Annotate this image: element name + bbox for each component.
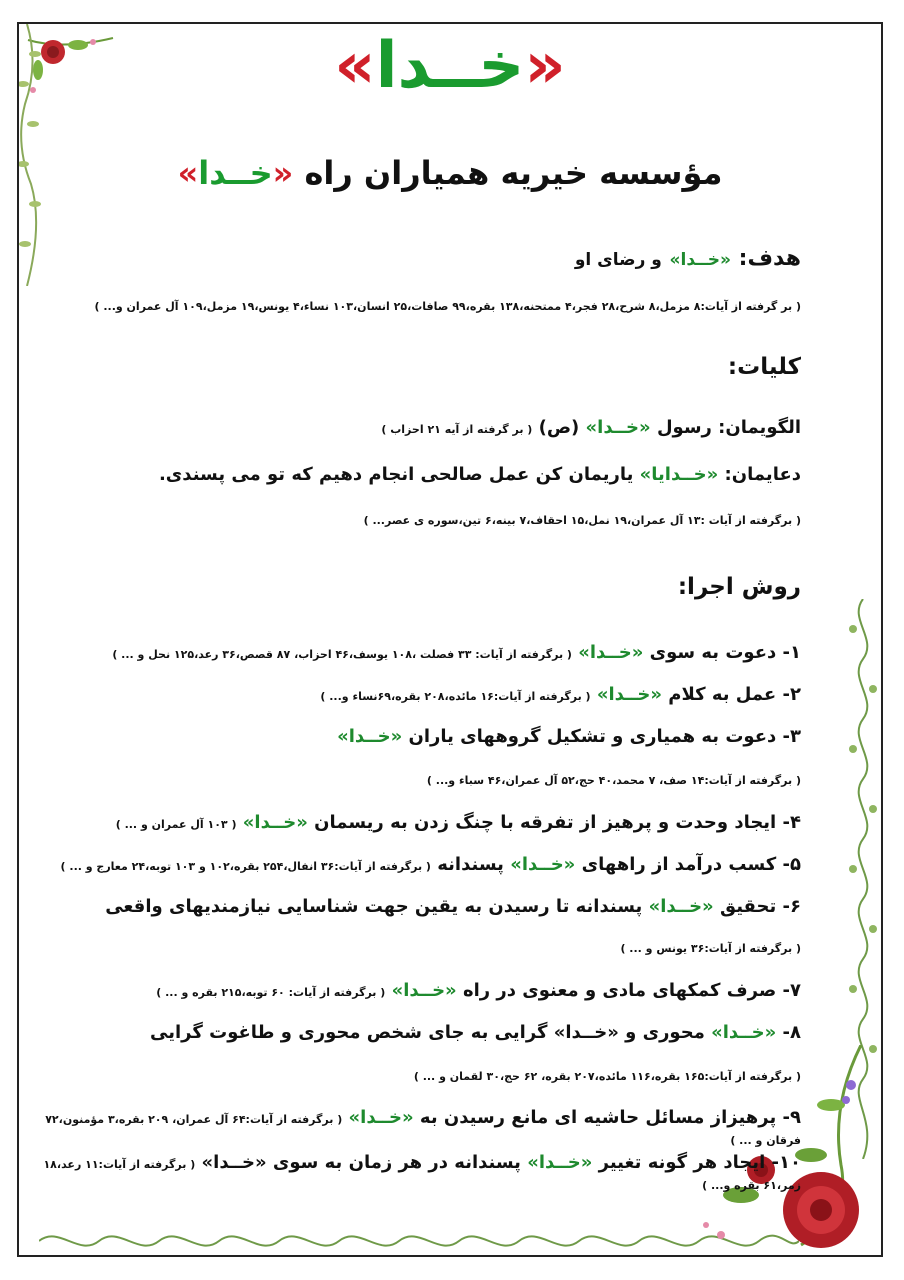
org-close-quote: » <box>177 154 199 192</box>
item-text: عمل به کلام <box>668 684 777 705</box>
model-rest: (ص) <box>538 417 580 438</box>
item-word: «خــدا» <box>348 1107 414 1128</box>
item-text-after: پسندانه <box>437 854 504 875</box>
goal-label: هدف: <box>738 246 801 271</box>
item-text: کسب درآمد از راههای <box>581 854 777 875</box>
logo-open-quote: « <box>524 29 566 103</box>
logo-close-quote: » <box>334 29 376 103</box>
method-item <box>39 1022 801 1043</box>
item-word: «خــدا» <box>648 896 714 917</box>
item-word: «خــدا» <box>337 726 403 747</box>
item-ref: ( برگرفته از آیات:۱۶۵ بقره،۱۱۶ مائده،۲۰۷ بقره، ۶۲ حج،۳۰ لقمان و ... ) <box>413 1070 801 1083</box>
org-text: مؤسسه خیریه همیاران راه <box>304 154 723 192</box>
prayer-line <box>39 464 801 485</box>
item-number: ۱- <box>782 642 801 663</box>
item-number: ۷- <box>782 980 801 1001</box>
prayer-rest: یاریمان کن عمل صالحی انجام دهیم که تو می پسندی. <box>158 464 634 485</box>
item-number: ۴- <box>782 812 801 833</box>
model-line <box>39 417 801 438</box>
goal-rest: و رضای او <box>574 250 662 270</box>
item-text: دعوت به سوی <box>649 642 777 663</box>
org-word: خــدا <box>198 154 273 192</box>
model-word: «خــدا» <box>585 417 651 438</box>
method-item <box>39 1152 801 1194</box>
organization-name <box>19 154 881 192</box>
method-item <box>39 854 801 875</box>
item-word: «خــدا» <box>391 980 457 1001</box>
item-ref: ( برگرفته از آیات:۳۶ یونس و ... ) <box>620 942 801 955</box>
item-word: «خــدا» <box>596 684 662 705</box>
item-number: ۶- <box>782 896 801 917</box>
poster-page <box>17 22 883 1257</box>
goal-line <box>39 246 801 271</box>
item-ref: ( برگرفته از آیات:۱۶ مائده،۲۰۸ بقره،۶۹نساء و... ) <box>320 690 591 703</box>
method-item <box>39 980 801 1001</box>
item-text-after: پسندانه در هر زمان به سوی «خــدا» <box>201 1152 521 1173</box>
item-text: ایجاد وحدت و پرهیز از تفرقه با چنگ زدن به ریسمان <box>314 812 777 833</box>
item-number: ۵- <box>782 854 801 875</box>
item-word: «خــدا» <box>242 812 308 833</box>
method-title: روش اجرا: <box>677 574 801 600</box>
item-text: پرهیزاز مسائل حاشیه ای مانع رسیدن به <box>419 1107 777 1128</box>
item-text-after: محوری و «خــدا» گرایی به جای شخص محوری و طاغوت گرایی <box>150 1022 705 1043</box>
prayer-ref: ( برگرفته از آیات :۱۳ آل عمران،۱۹ نمل،۱۵ احقاف،۷ بینه،۶ تین،سوره ی عصر... ) <box>363 514 801 527</box>
item-word: «خــدا» <box>527 1152 593 1173</box>
item-ref: ( ۱۰۳ آل عمران و ... ) <box>115 818 237 831</box>
item-word: «خــدا» <box>578 642 644 663</box>
item-text: ایجاد هر گونه تغییر <box>598 1152 766 1173</box>
item-number: ۸- <box>782 1022 801 1043</box>
model-ref: ( بر گرفته از آیه ۲۱ احزاب ) <box>381 423 533 436</box>
model-label: الگویمان: رسول <box>656 417 801 438</box>
item-number: ۹- <box>782 1107 801 1128</box>
item-number: ۲- <box>782 684 801 705</box>
method-item <box>39 684 801 705</box>
item-text-after: پسندانه تا رسیدن به یقین جهت شناسایی نیازمندیهای واقعی <box>105 896 643 917</box>
prayer-label: دعایمان: <box>724 464 801 485</box>
logo-title <box>19 29 881 103</box>
item-number: ۱۰- <box>771 1152 801 1173</box>
item-ref: ( برگرفته از آیات:۱۴ صف، ۷ محمد،۴۰ حج،۵۲ آل عمران،۴۶ سباء و... ) <box>426 774 801 787</box>
item-ref: ( برگرفته از آیات: ۶۰ توبه،۲۱۵ بقره و ... ) <box>156 986 386 999</box>
prayer-word: «خــدایا» <box>639 464 719 485</box>
method-item <box>39 896 801 917</box>
item-word: «خــدا» <box>711 1022 777 1043</box>
item-word: «خــدا» <box>510 854 576 875</box>
item-ref: ( برگرفته از آیات:۳۶ انفال،۲۵۴ بقره،۱۰۲ و ۱۰۳ توبه،۲۴ معارج و ... ) <box>60 860 431 873</box>
goal-ref: ( بر گرفته از آیات:۸ مزمل،۸ شرح،۲۸ فجر،۴ ممتحنه،۱۳۸ بقره،۹۹ صافات،۲۵ انسان،۱۰۳ نساء،۴ یونس،۱۹ مزمل،۱۰۹ آل عمران و... ) <box>94 300 801 313</box>
item-ref: ( برگرفته از آیات:۶۴ آل عمران، ۲۰۹ بقره،۳ مؤمنون،۷۲ فرقان و ... ) <box>45 1113 801 1147</box>
item-ref: ( برگرفته از آیات:۱۱ رعد،۱۸ زمر،۶۱ بقره و... ) <box>43 1158 801 1192</box>
item-text: تحقیق <box>719 896 777 917</box>
generalities-title: کلیات: <box>727 354 801 380</box>
logo-word: خــدا <box>375 29 525 103</box>
method-item <box>39 642 801 663</box>
item-ref: ( برگرفته از آیات: ۳۳ فصلت ،۱۰۸ یوسف،۴۶ احزاب، ۸۷ قصص،۳۶ رعد،۱۲۵ نحل و ... ) <box>112 648 572 661</box>
method-item <box>39 812 801 833</box>
item-text: دعوت به همیاری و تشکیل گروههای یاران <box>408 726 777 747</box>
method-item <box>39 726 801 747</box>
org-open-quote: « <box>272 154 294 192</box>
item-number: ۳- <box>782 726 801 747</box>
goal-word: «خــدا» <box>669 250 731 270</box>
item-text: صرف کمکهای مادی و معنوی در راه <box>462 980 777 1001</box>
method-item <box>39 1107 801 1149</box>
